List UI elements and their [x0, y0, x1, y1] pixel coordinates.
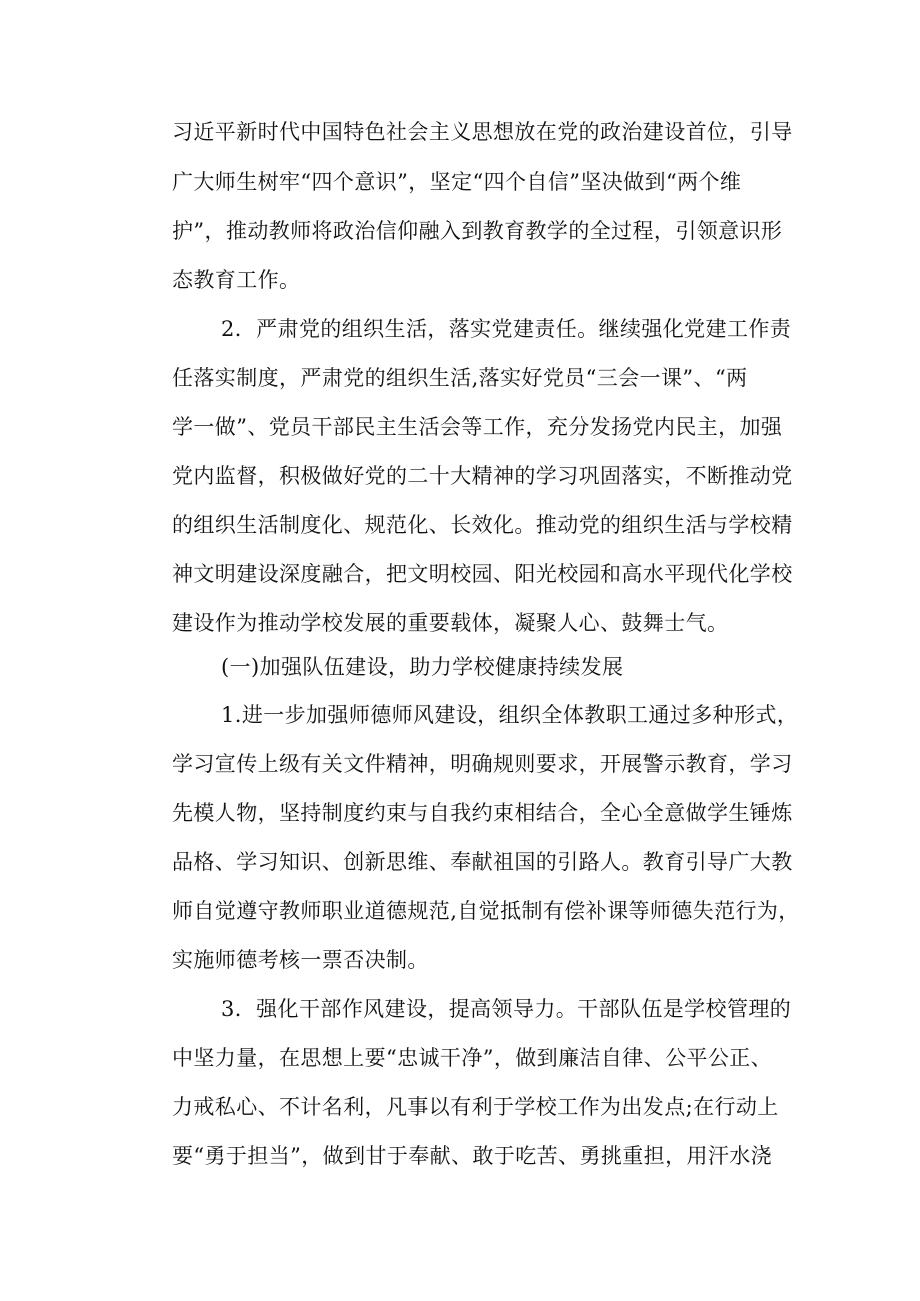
- text-line: 实施师德考核一票否决制。: [172, 948, 429, 972]
- text-line: 习近平新时代中国特色社会主义思想放在党的政治建设首位，引导: [172, 120, 793, 144]
- text-line: 护”，推动教师将政治信仰融入到教育教学的全过程，引领意识形: [172, 219, 783, 243]
- text-line: 广大师生树牢“四个意识”，坚定“四个自信”坚决做到“两个维: [172, 170, 742, 194]
- text-line: 党内监督，积极做好党的二十大精神的学习巩固落实，不断推动党: [172, 464, 793, 488]
- text-line: 学一做”、党员干部民主生活会等工作，充分发扬党内民主，加强: [172, 415, 783, 439]
- text-line: 神文明建设深度融合，把文明校园、阳光校园和高水平现代化学校: [172, 562, 793, 586]
- text-line: 任落实制度，严肃党的组织生活,落实好党员“三会一课”、“两: [172, 366, 748, 390]
- text-line: 的组织生活制度化、规范化、长效化。推动党的组织生活与学校精: [172, 513, 793, 537]
- text-line: 品格、学习知识、创新思维、奉献祖国的引路人。教育引导广大教: [172, 850, 793, 874]
- section-heading: (一)加强队伍建设，助力学校健康持续发展: [221, 655, 624, 679]
- text-line: 师自觉遵守教师职业道德规范,自觉抵制有偿补课等师德失范行为，: [172, 899, 800, 923]
- text-line: 中坚力量，在思想上要“忠诚干净”，做到廉洁自律、公平公正、: [172, 1046, 773, 1070]
- paragraph-start-line: 1.进一步加强师德师风建设，组织全体教职工通过多种形式，: [221, 703, 799, 727]
- text-line: 建设作为推动学校发展的重要载体，凝聚人心、鼓舞士气。: [172, 611, 729, 635]
- paragraph-start-line: 2．严肃党的组织生活，落实党建责任。继续强化党建工作责: [221, 317, 792, 341]
- text-line: 态教育工作。: [172, 268, 301, 292]
- paragraph-start-line: 3．强化干部作风建设，提高领导力。干部队伍是学校管理的: [221, 997, 792, 1021]
- text-line: 力戒私心、不计名利，凡事以有利于学校工作为出发点;在行动上: [172, 1095, 779, 1119]
- text-line: 先模人物，坚持制度约束与自我约束相结合，全心全意做学生锤炼: [172, 801, 793, 825]
- text-line: 学习宣传上级有关文件精神，明确规则要求，开展警示教育，学习: [172, 752, 793, 776]
- text-line: 要“勇于担当”，做到甘于奉献、敢于吃苦、勇挑重担，用汗水浇: [172, 1144, 773, 1168]
